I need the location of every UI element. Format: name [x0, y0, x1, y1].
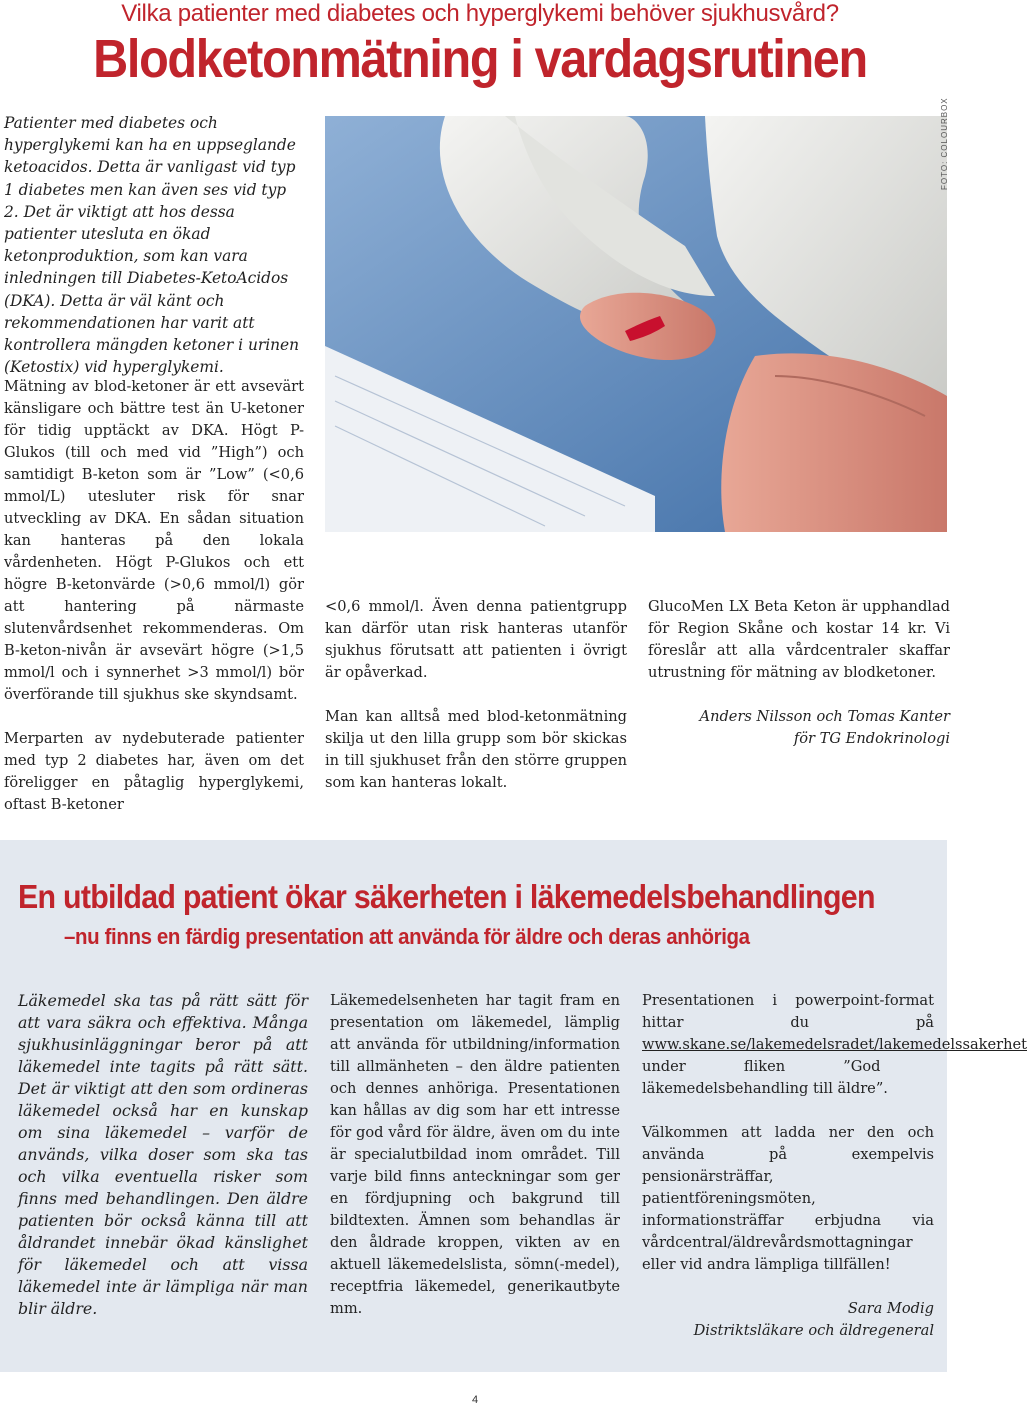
box-subtitle: –nu finns en färdig presentation att använda för äldre och deras anhöriga	[64, 924, 750, 949]
paragraph: Man kan alltså med blod-ketonmätning skilja ut den lilla grupp som bör skickas in till sjukhuset från den större gruppen som kan hanteras lokalt.	[325, 708, 627, 791]
text: under fliken ”God läkemedelsbehandling till äldre”.	[642, 1058, 888, 1097]
paragraph	[642, 990, 1027, 1100]
paragraph: Mätning av blod-ketoner är ett avsevärt känsligare och bättre test än U-ketoner för tidig upptäckt av DKA. Högt P-Glukos (till och med vid ”High”) och samtidigt B-keton som är ”Low” (<0,6 mmol/L) utesluter risk för snar utveckling av DKA. En sådan situation kan hanteras på den lokala vårdenheten. Högt P-Glukos och ett högre B-ketonvärde (>0,6 mmol/l) gör att hantering på närmaste slutenvårdsenhet rekommenderas. Om B-keton-nivån är avsevärt högre (>1,5 mmol/l och i synnerhet >3 mmol/l) bör överförande till sjukhus ske skyndsamt.	[4, 378, 304, 703]
article-column-2	[325, 596, 627, 794]
author-title: Distriktsläkare och äldregeneral	[693, 1322, 934, 1339]
author-affiliation: för TG Endokrinologi	[793, 730, 950, 747]
presentation-link[interactable]: www.skane.se/lakemedelsradet/lakemedelssakerhet	[642, 1036, 1027, 1053]
blood-test-photo	[325, 97, 949, 532]
supertitle: Vilka patienter med diabetes och hyperglykemi behöver sjukhusvård?	[121, 0, 839, 27]
page-number: 4	[471, 1394, 479, 1406]
author-signature	[642, 1298, 934, 1342]
paragraph: Välkommen att ladda ner den och använda på exempelvis pensionärsträffar, patientföreningsmöten, informationsträffar erbjudna via vårdcentral/äldrevårdsmottagningar eller vid andra lämpliga tillfällen!	[642, 1124, 934, 1273]
author-signature	[648, 706, 950, 750]
box-column-1: Läkemedel ska tas på rätt sätt för att vara säkra och effektiva. Många sjukhusinläggningar beror på att läkemedel inte tagits på rätt sätt. Det är viktigt att den som ordineras läkemedel också har en kunskap om sina läkemedel – varför de används, vilka doser som ska tas och vilka eventuella risker som finns med behandlingen. Den äldre patienten bör också känna till att åldrandet innebär ökad känslighet för läkemedel och att vissa läkemedel inte är lämpliga när man blir äldre.	[18, 991, 308, 1318]
paragraph: Merparten av nydebuterade patienter med typ 2 diabetes har, även om det föreligger en påtaglig hyperglykemi, oftast B-ketoner	[4, 730, 304, 813]
article-intro: Patienter med diabetes och hyperglykemi kan ha en uppseglande ketoacidos. Detta är vanligast vid typ 1 diabetes men kan även ses vid typ 2. Det är viktigt att hos dessa patienter utesluta en ökad ketonproduktion, som kan vara inledningen till Diabetes-KetoAcidos (DKA). Detta är väl känt och rekommendationen har varit att kontrollera mängden ketoner i urinen (Ketostix) vid hyperglykemi.	[4, 114, 300, 377]
paragraph: GlucoMen LX Beta Keton är upphandlad för Region Skåne och kostar 14 kr. Vi föreslår att alla vårdcentraler skaffar utrustning för mätning av blodketoner.	[648, 598, 950, 681]
author-names: Anders Nilsson och Tomas Kanter	[699, 708, 950, 725]
article-column-3	[648, 596, 950, 750]
author-name: Sara Modig	[847, 1300, 934, 1317]
article-column-1	[4, 376, 304, 816]
photo-illustration	[325, 97, 949, 532]
text: Presentationen i powerpoint-format hittar du på	[642, 992, 934, 1031]
box-column-3	[642, 990, 1027, 1342]
box-title: En utbildad patient ökar säkerheten i läkemedelsbehandlingen	[18, 878, 875, 915]
photo-credit: FOTO: COLOURBOX	[940, 97, 949, 190]
box-column-2: Läkemedelsenheten har tagit fram en presentation om läkemedel, lämplig att använda för utbildning/information till allmänheten – den äldre patienten och dennes anhöriga. Presentationen kan hållas av dig som har ett intresse för god vård för äldre, även om du inte är specialutbildad inom området. Till varje bild finns anteckningar som ger en fördjupning och bakgrund till bildtexten. Ämnen som behandlas är den åldrade kroppen, vikten av en aktuell läkemedelslista, sömn(-medel), receptfria läkemedel, generikautbyte mm.	[330, 992, 620, 1317]
paragraph: <0,6 mmol/l. Även denna patientgrupp kan därför utan risk hanteras utanför sjukhus förutsatt att patienten i övrigt är opåverkad.	[325, 598, 627, 681]
page-title: Blodketonmätning i vardagsrutinen	[93, 29, 867, 89]
